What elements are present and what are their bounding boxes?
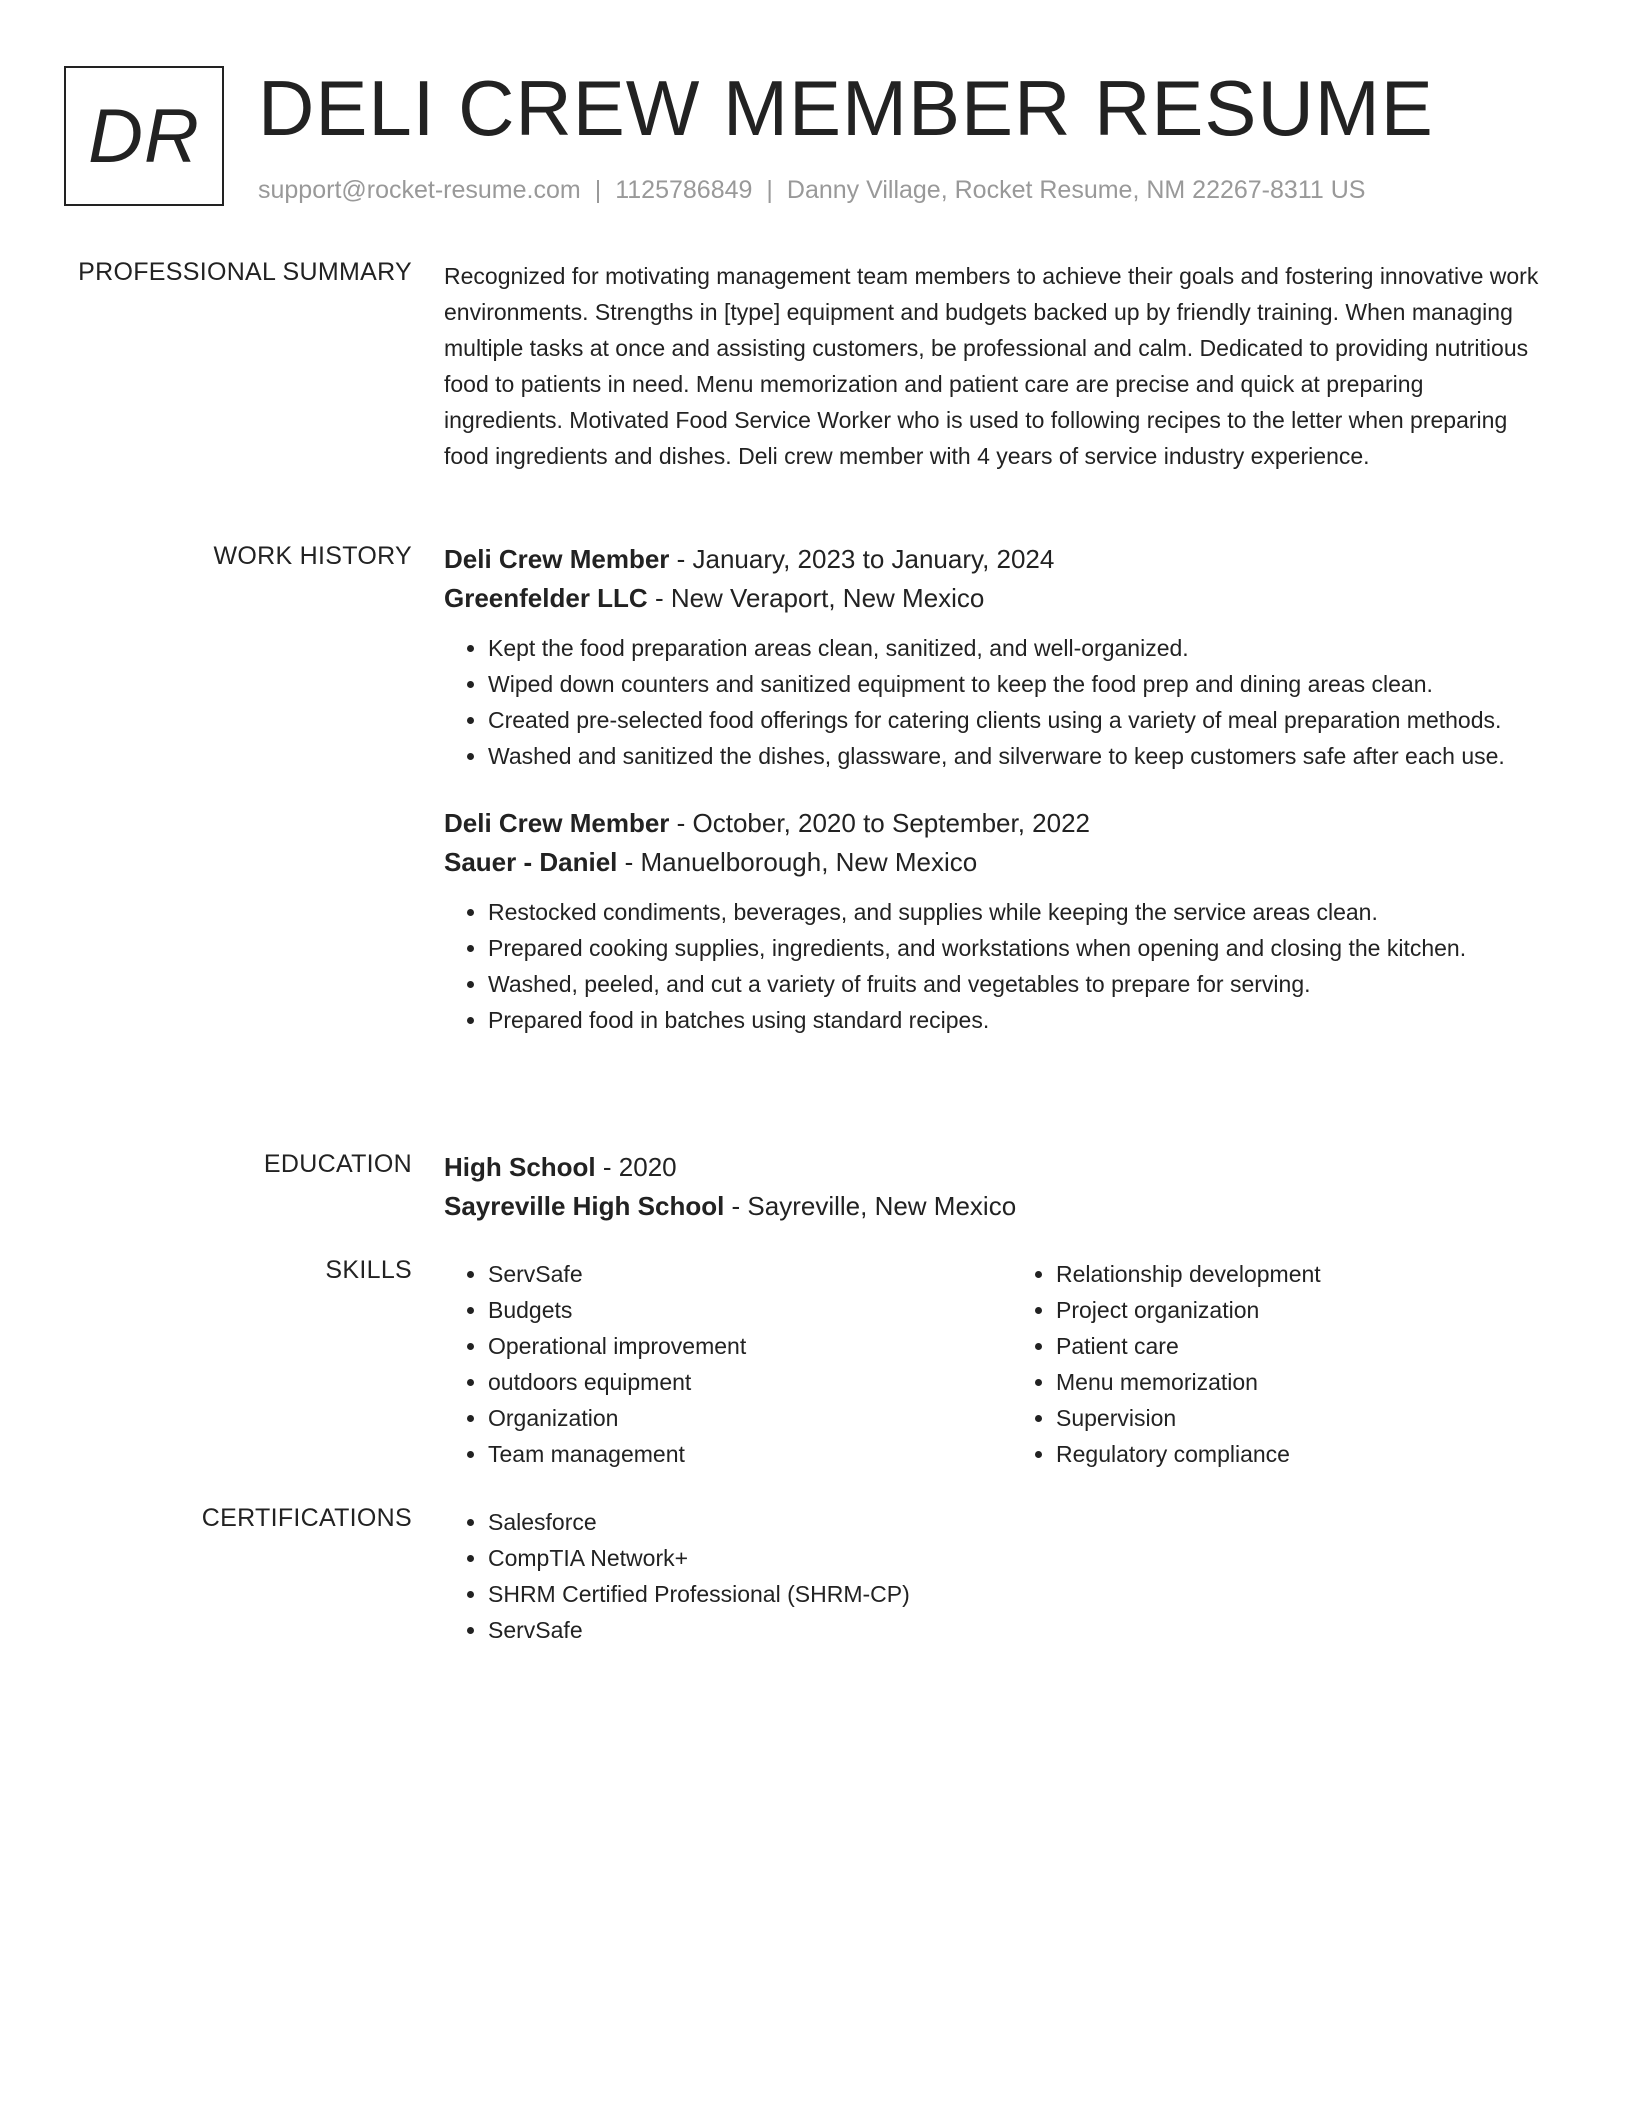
job-company-line (444, 579, 1544, 618)
monogram: DR (64, 66, 224, 206)
list-item: • CompTIA Network+ (488, 1540, 1544, 1576)
job-location: - Manuelborough, New Mexico (617, 847, 978, 877)
list-item: • ServSafe (488, 1612, 1544, 1648)
summary-text: Recognized for motivating management team members to achieve their goals and fostering innovative work environments. Strengths in [type] equipment and budgets backed up by friendly training. When managing multiple tasks at once and assisting customers, be professional and calm. Dedicated to providing nutritious food to patients in need. Menu memorization and patient care are precise and quick at preparing ingredients. Motivated Food Service Worker who is used to following recipes to the letter when preparing food ingredients and dishes. Deli crew member with 4 years of service industry experience. (444, 263, 1539, 469)
skills-list-left (444, 1256, 976, 1472)
education-degree-line (444, 1148, 1544, 1187)
education-degree: High School (444, 1152, 596, 1182)
section-label-certifications: CERTIFICATIONS (201, 1504, 412, 1532)
list-item: • Prepared food in batches using standard recipes. (488, 1002, 1544, 1038)
job-duties (444, 894, 1544, 1038)
certifications-list (444, 1504, 1544, 1648)
job-duties (444, 630, 1544, 774)
list-item: • Kept the food preparation areas clean, sanitized, and well-organized. (488, 630, 1544, 666)
list-item: • Supervision (1056, 1400, 1544, 1436)
list-item: • Regulatory compliance (1056, 1436, 1544, 1472)
list-item: • Organization (488, 1400, 976, 1436)
job-entry (444, 804, 1544, 1038)
section-label-education: EDUCATION (263, 1150, 412, 1178)
list-item: • Restocked condiments, beverages, and supplies while keeping the service areas clean. (488, 894, 1544, 930)
list-item: • Salesforce (488, 1504, 1544, 1540)
job-entry (444, 540, 1544, 774)
job-title-line (444, 540, 1544, 579)
resume-header (64, 66, 1564, 216)
list-item: • ServSafe (488, 1256, 976, 1292)
list-item: • outdoors equipment (488, 1364, 976, 1400)
list-item: • Created pre-selected food offerings for catering clients using a variety of meal preparation methods. (488, 702, 1544, 738)
education-school: Sayreville High School (444, 1191, 725, 1221)
job-location: - New Veraport, New Mexico (647, 583, 985, 613)
summary-body (444, 258, 1544, 474)
contact-line (258, 176, 1365, 205)
list-item: • Washed, peeled, and cut a variety of fruits and vegetables to prepare for serving. (488, 966, 1544, 1002)
job-company: Greenfelder LLC (444, 583, 648, 613)
job-dates: - October, 2020 to September, 2022 (669, 808, 1091, 838)
education-year: - 2020 (595, 1152, 677, 1182)
list-item: • Patient care (1056, 1328, 1544, 1364)
contact-email: support@rocket-resume.com (258, 176, 581, 204)
list-item: • Prepared cooking supplies, ingredients, and workstations when opening and closing the kitchen. (488, 930, 1544, 966)
job-title: Deli Crew Member (444, 808, 670, 838)
skills-columns (444, 1256, 1544, 1472)
list-item: • Relationship development (1056, 1256, 1544, 1292)
education-school-line (444, 1187, 1544, 1226)
contact-phone: 1125786849 (615, 176, 753, 204)
job-company: Sauer - Daniel (444, 847, 618, 877)
section-label-summary: PROFESSIONAL SUMMARY (78, 258, 412, 286)
contact-address: Danny Village, Rocket Resume, NM 22267-8311 US (786, 176, 1366, 204)
list-item: • Operational improvement (488, 1328, 976, 1364)
section-label-work: WORK HISTORY (213, 542, 412, 570)
skills-body (444, 1256, 1544, 1472)
list-item: • SHRM Certified Professional (SHRM-CP) (488, 1576, 1544, 1612)
contact-separator: | (766, 176, 773, 204)
job-company-line (444, 843, 1544, 882)
education-body (444, 1148, 1544, 1226)
education-location: - Sayreville, New Mexico (724, 1191, 1017, 1221)
section-label-skills: SKILLS (325, 1256, 412, 1284)
list-item: • Project organization (1056, 1292, 1544, 1328)
list-item: • Washed and sanitized the dishes, glassware, and silverware to keep customers safe after each use. (488, 738, 1544, 774)
list-item: • Budgets (488, 1292, 976, 1328)
job-title-line (444, 804, 1544, 843)
page-title: DELI CREW MEMBER RESUME (258, 64, 1434, 152)
job-dates: - January, 2023 to January, 2024 (669, 544, 1055, 574)
work-history-body (444, 540, 1544, 1038)
list-item: • Menu memorization (1056, 1364, 1544, 1400)
list-item: • Wiped down counters and sanitized equipment to keep the food prep and dining areas clean. (488, 666, 1544, 702)
contact-separator: | (594, 176, 602, 204)
list-item: • Team management (488, 1436, 976, 1472)
skills-list-right (976, 1256, 1544, 1472)
certifications-body (444, 1504, 1544, 1648)
job-title: Deli Crew Member (444, 544, 670, 574)
